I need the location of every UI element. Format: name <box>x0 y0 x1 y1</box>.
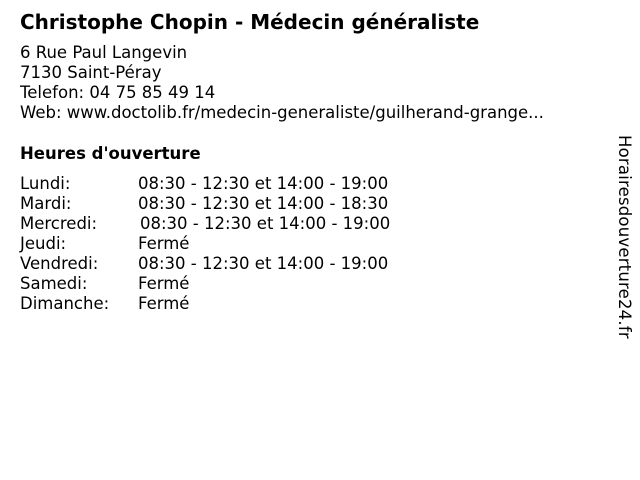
day-hours: 08:30 - 12:30 et 14:00 - 19:00 <box>138 174 389 193</box>
hours-heading: Heures d'ouverture <box>20 144 201 163</box>
day-hours: 08:30 - 12:30 et 14:00 - 19:00 <box>140 214 391 233</box>
day-label: Vendredi: <box>20 254 99 273</box>
day-hours: Fermé <box>138 294 190 313</box>
day-hours: Fermé <box>138 234 190 253</box>
day-label: Samedi: <box>20 274 88 293</box>
day-hours: 08:30 - 12:30 et 14:00 - 18:30 <box>138 194 389 213</box>
day-label: Jeudi: <box>20 234 67 253</box>
day-label: Lundi: <box>20 174 71 193</box>
address-street: 6 Rue Paul Langevin <box>20 43 188 62</box>
day-hours: Fermé <box>138 274 190 293</box>
day-hours: 08:30 - 12:30 et 14:00 - 19:00 <box>138 254 389 273</box>
day-label: Mardi: <box>20 194 72 213</box>
phone-number: Telefon: 04 75 85 49 14 <box>20 83 216 102</box>
brand-text: Horairesdouverture24.fr <box>615 135 634 339</box>
contact-block <box>20 43 544 123</box>
website-link: Web: www.doctolib.fr/medecin-generaliste/guilherand-grange... <box>20 103 544 122</box>
day-label: Dimanche: <box>20 294 110 313</box>
site-brand-watermark <box>614 135 634 345</box>
day-label: Mercredi: <box>20 214 98 233</box>
address-city: 7130 Saint-Péray <box>20 63 162 82</box>
page-title: Christophe Chopin - Médecin généraliste <box>20 10 480 34</box>
